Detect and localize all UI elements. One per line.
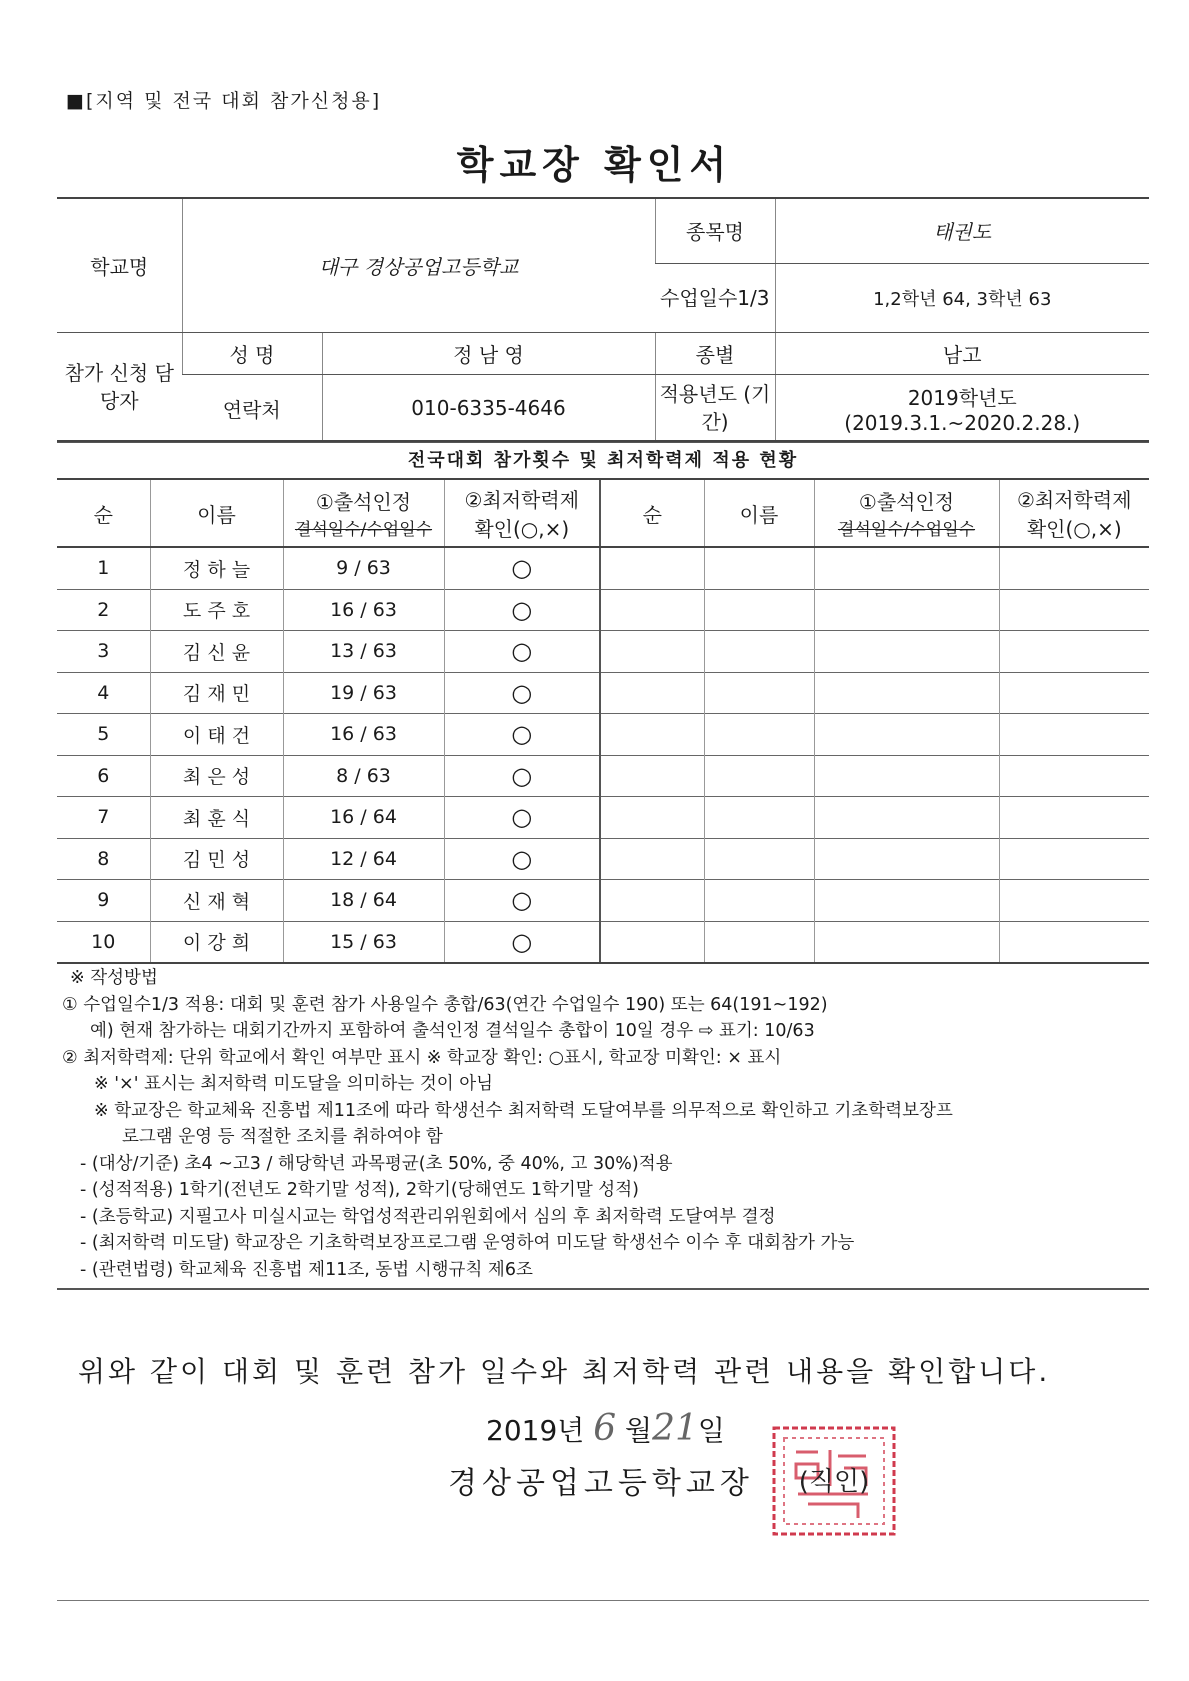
row-no: 10 (57, 921, 150, 963)
date-day: 21 (652, 1408, 698, 1449)
col-no-2: 순 (600, 479, 704, 547)
col-attend-title: ①출석인정 (315, 490, 412, 514)
empty-days (814, 714, 999, 756)
empty-no (600, 880, 704, 922)
table-row (57, 755, 1149, 797)
empty-no (600, 589, 704, 631)
empty-no (600, 921, 704, 963)
note-item: - (최저학력 미도달) 학교장은 기초학력보장프로그램 운영하여 미도달 학생선수 이수 후 대회참가 가능 (80, 1233, 855, 1253)
days-label: 수업일수1/3 (655, 263, 775, 332)
school-label: 학교명 (57, 198, 182, 332)
row-mark: ○ (444, 921, 600, 963)
table-row (57, 547, 1149, 589)
bottom-divider (57, 1600, 1149, 1601)
col-attend (283, 479, 444, 547)
row-name: 김 재 민 (150, 672, 283, 714)
row-no: 6 (57, 755, 150, 797)
row-mark: ○ (444, 755, 600, 797)
row-days: 9 / 63 (283, 547, 444, 589)
col-min-2 (999, 479, 1149, 547)
row-name: 최 은 성 (150, 755, 283, 797)
note-item: ① 수업일수1/3 적용: 대회 및 훈련 참가 사용일수 총합/63(연간 수업일수 190) 또는 64(191~192) (62, 994, 828, 1015)
sport-value: 태권도 (775, 198, 1149, 263)
empty-days (814, 547, 999, 589)
row-days: 16 / 63 (283, 589, 444, 631)
empty-name (704, 838, 814, 880)
days-value: 1,2학년 64, 3학년 63 (775, 263, 1149, 332)
empty-name (704, 672, 814, 714)
row-days: 16 / 63 (283, 714, 444, 756)
note-item: - (대상/기준) 초4 ~고3 / 해당학년 과목평균(초 50%, 중 40%, 고 30%)적용 (80, 1153, 673, 1174)
col-no: 순 (57, 479, 150, 547)
table-row (57, 631, 1149, 673)
row-days: 13 / 63 (283, 631, 444, 673)
row-mark: ○ (444, 797, 600, 839)
table-body (57, 547, 1149, 963)
row-mark: ○ (444, 880, 600, 922)
empty-days (814, 838, 999, 880)
signing-date (486, 1408, 725, 1449)
empty-days (814, 880, 999, 922)
type-value: 남고 (775, 332, 1149, 374)
year-cell (775, 374, 1149, 442)
row-name: 최 훈 식 (150, 797, 283, 839)
date-year: 2019년 (486, 1414, 585, 1447)
empty-mark (999, 838, 1149, 880)
row-mark: ○ (444, 547, 600, 589)
empty-name (704, 755, 814, 797)
year-label: 적용년도 (기간) (655, 374, 775, 442)
date-month: 6 (593, 1408, 617, 1449)
page-title: 학교장 확인서 (456, 143, 733, 187)
empty-no (600, 672, 704, 714)
row-no: 8 (57, 838, 150, 880)
empty-mark (999, 547, 1149, 589)
empty-mark (999, 921, 1149, 963)
row-no: 2 (57, 589, 150, 631)
empty-name (704, 880, 814, 922)
row-name: 신 재 혁 (150, 880, 283, 922)
empty-days (814, 631, 999, 673)
row-days: 18 / 64 (283, 880, 444, 922)
col-name: 이름 (150, 479, 283, 547)
contact-phone-value: 010-6335-4646 (322, 374, 655, 442)
col-min-title: ②최저학력제 (464, 488, 580, 512)
table-row (57, 838, 1149, 880)
note-item: ※ 학교장은 학교체육 진흥법 제11조에 따라 학생선수 최저학력 도달여부를 의무적으로 확인하고 기초학력보장프 (94, 1100, 953, 1121)
empty-no (600, 755, 704, 797)
row-name: 이 태 건 (150, 714, 283, 756)
school-name: 대구 경상공업고등학교 (182, 198, 655, 332)
col-name-2: 이름 (704, 479, 814, 547)
confirm-text: 위와 같이 대회 및 훈련 참가 일수와 최저학력 관련 내용을 확인합니다. (78, 1355, 1051, 1388)
divider (57, 1288, 1149, 1290)
empty-days (814, 589, 999, 631)
empty-no (600, 714, 704, 756)
col-attend-2 (814, 479, 999, 547)
row-name: 김 민 성 (150, 838, 283, 880)
empty-no (600, 631, 704, 673)
row-days: 8 / 63 (283, 755, 444, 797)
date-month-unit: 월 (625, 1414, 653, 1447)
col-attend-sub-2: 결석일수/수업일수 (837, 520, 976, 540)
row-no: 4 (57, 672, 150, 714)
year-period: (2019.3.1.~2020.2.28.) (844, 410, 1081, 435)
empty-mark (999, 631, 1149, 673)
contact-name-value: 정 남 영 (322, 332, 655, 374)
empty-no (600, 838, 704, 880)
empty-days (814, 797, 999, 839)
row-days: 16 / 64 (283, 797, 444, 839)
table-row (57, 672, 1149, 714)
empty-mark (999, 672, 1149, 714)
row-days: 19 / 63 (283, 672, 444, 714)
note-item: - (관련법령) 학교체육 진흥법 제11조, 동법 시행규칙 제6조 (80, 1259, 533, 1280)
empty-mark (999, 589, 1149, 631)
note-item: 예) 현재 참가하는 대회기간까지 포함하여 출석인정 결석일수 총합이 10일 경우 ⇨ 표기: 10/63 (90, 1021, 815, 1041)
empty-mark (999, 714, 1149, 756)
col-attend-sub: 결석일수/수업일수 (294, 520, 433, 540)
instructions (62, 965, 1152, 1283)
empty-no (600, 547, 704, 589)
col-attend-title-2: ①출석인정 (858, 490, 955, 514)
row-no: 9 (57, 880, 150, 922)
empty-name (704, 631, 814, 673)
row-name: 이 강 희 (150, 921, 283, 963)
type-label: 종별 (655, 332, 775, 374)
note-item: 로그램 운영 등 적절한 조치를 취하여야 함 (122, 1127, 443, 1147)
date-day-unit: 일 (697, 1414, 725, 1447)
table-row (57, 921, 1149, 963)
sport-label: 종목명 (655, 198, 775, 263)
contact-label: 참가 신청 담당자 (57, 332, 182, 442)
row-mark: ○ (444, 838, 600, 880)
year-value: 2019학년도 (907, 385, 1017, 410)
contact-name-label: 성 명 (182, 332, 322, 374)
table-row (57, 880, 1149, 922)
row-no: 1 (57, 547, 150, 589)
col-min-sub-2: 확인(○,×) (1026, 517, 1122, 541)
empty-mark (999, 755, 1149, 797)
empty-mark (999, 880, 1149, 922)
note-item: - (성적적용) 1학기(전년도 2학기말 성적), 2학기(당해연도 1학기말 성적) (80, 1180, 639, 1200)
form-tag: ■[지역 및 전국 대회 참가신청용] (66, 90, 382, 112)
empty-name (704, 714, 814, 756)
note-item: ※ '×' 표시는 최저학력 미도달을 의미하는 것이 아님 (94, 1074, 494, 1094)
empty-name (704, 589, 814, 631)
row-no: 3 (57, 631, 150, 673)
contact-phone-label: 연락처 (182, 374, 322, 442)
table-row (57, 589, 1149, 631)
row-no: 7 (57, 797, 150, 839)
stamp-label: (직인) (798, 1467, 870, 1497)
col-min (444, 479, 600, 547)
empty-days (814, 755, 999, 797)
note-item: - (초등학교) 지필고사 미실시교는 학업성적관리위원회에서 심의 후 최저학력 도달여부 결정 (80, 1206, 776, 1227)
row-mark: ○ (444, 631, 600, 673)
row-name: 김 신 윤 (150, 631, 283, 673)
empty-days (814, 921, 999, 963)
info-table (57, 197, 1149, 443)
row-name: 정 하 늘 (150, 547, 283, 589)
official-seal (768, 1422, 900, 1540)
row-days: 15 / 63 (283, 921, 444, 963)
empty-name (704, 547, 814, 589)
table-header (57, 479, 1149, 547)
note-item: ② 최저학력제: 단위 학교에서 확인 여부만 표시 ※ 학교장 확인: ○표시, 학교장 미확인: × 표시 (62, 1047, 782, 1068)
section-title: 전국대회 참가횟수 및 최저학력제 적용 현황 (57, 440, 1149, 480)
participant-table (57, 478, 1149, 964)
row-days: 12 / 64 (283, 838, 444, 880)
row-name: 도 주 호 (150, 589, 283, 631)
col-min-sub: 확인(○,×) (474, 517, 570, 541)
row-mark: ○ (444, 672, 600, 714)
row-no: 5 (57, 714, 150, 756)
table-row (57, 797, 1149, 839)
empty-no (600, 797, 704, 839)
signer-name: 경상공업고등학교장 (448, 1466, 754, 1501)
col-min-title-2: ②최저학력제 (1016, 488, 1132, 512)
empty-name (704, 921, 814, 963)
row-mark: ○ (444, 714, 600, 756)
note-heading: ※ 작성방법 (70, 968, 158, 988)
table-row (57, 714, 1149, 756)
empty-name (704, 797, 814, 839)
empty-mark (999, 797, 1149, 839)
empty-days (814, 672, 999, 714)
row-mark: ○ (444, 589, 600, 631)
